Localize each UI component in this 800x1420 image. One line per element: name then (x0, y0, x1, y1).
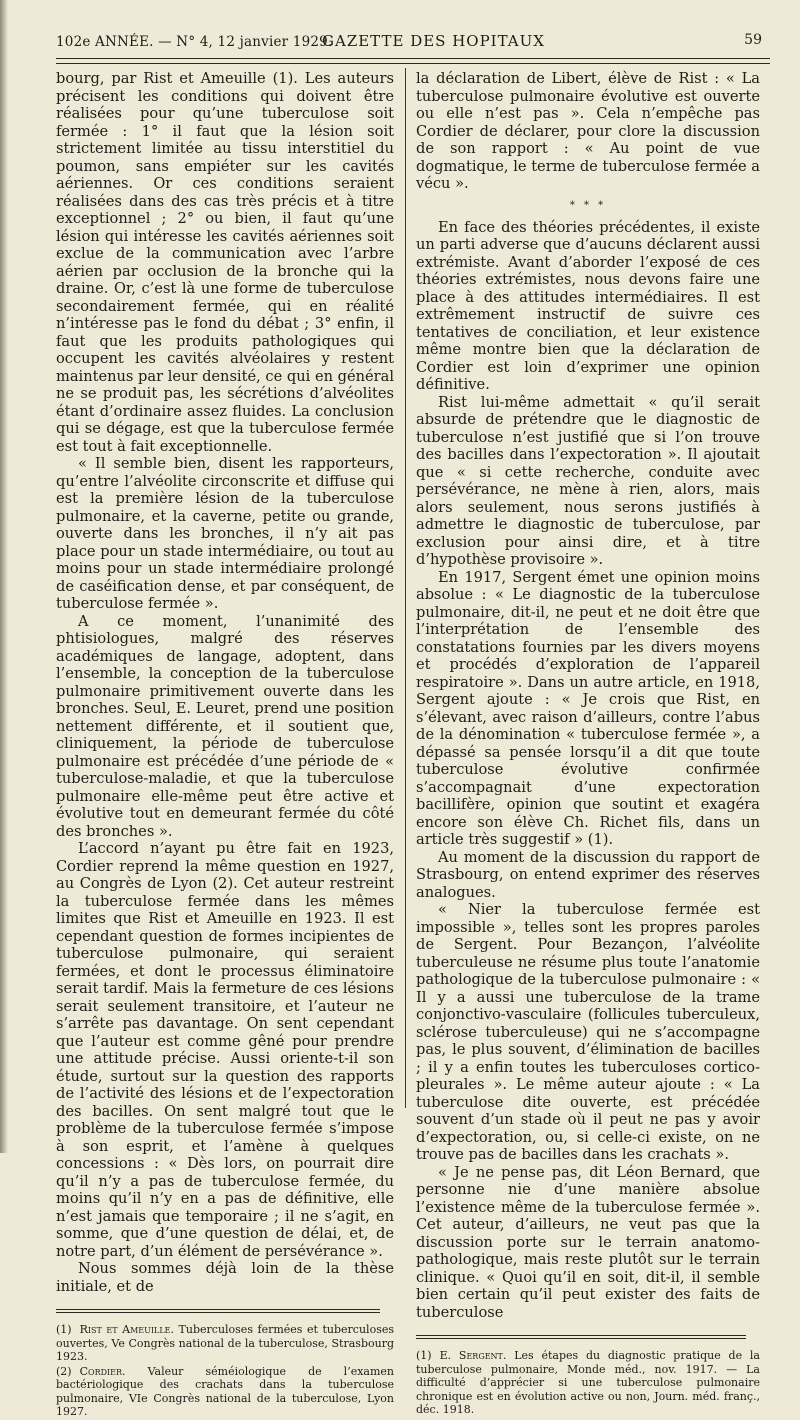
footnote-text: Les étapes du diagnostic pratique de la tuberculose pulmonaire, Monde méd., nov. 1917. — La difficulté d’apprécier si une tuberculose pulmonaire chronique est en évolution active ou non, Journ. méd. franç., déc. 1918. (416, 1349, 760, 1416)
paragraph: Rist lui-même admettait « qu’il serait absurde de prétendre que le diagnostic de tuberculose n’est justifié que si l’on trouve des bacilles dans l’expectoration ». Il ajoutait que « si cette recherche, conduite avec persévérance, ne mène à rien, alors, mais alors seulement, nous serons justifiés à admettre le diagnostic de tuberculose, par exclusion pour ainsi dire, et à titre d’hypothèse provisoire ». (416, 393, 760, 568)
paragraph: bourg, par Rist et Ameuille (1). Les auteurs précisent les conditions qui doivent être réalisées pour qu’une tuberculose soit fermée : 1° il faut que la lésion soit strictement limitée au tissu interstitiel du poumon, sans empiéter sur les cavités aériennes. Or ces conditions seraient réalisées dans des cas très précis et à titre exceptionnel ; 2° ou bien, il faut qu’une lésion qui intéresse les cavités aériennes soit exclue de la communication avec l’arbre aérien par occlusion de la bronche qui la draine. Or, c’est là une forme de tuberculose secondairement fermée, qui en réalité n’intéresse pas le fond du débat ; 3° enfin, il faut que les produits pathologiques qui occupent les cavités alvéolaires y restent maintenus par leur densité, ce qui en général ne se produit pas, les sécrétions d’alvéolites étant d’ordinaire assez fluides. La conclusion qui se dégage, est que la tuberculose fermée est tout à fait exceptionnelle. (56, 70, 394, 455)
header-rule (56, 58, 770, 64)
footnote-author: Rist et Ameuille. (79, 1323, 174, 1336)
paragraph: A ce moment, l’unanimité des phtisiologues, malgré des réserves académiques de langage, adoptent, dans l’ensemble, la conception de la tuberculose pulmonaire primitivement ouverte dans les bronches. Seul, E. Leuret, prend une position nettement différente, et il soutient que, cliniquement, la période de tuberculose pulmonaire est précédée d’une période de « tuberculose-maladie, et que la tuberculose pulmonaire elle-même peut être active et évolutive tout en demeurant fermée du côté des bronches ». (56, 612, 394, 840)
footnote-number: (1) (56, 1323, 72, 1336)
page-edge-shadow (0, 0, 8, 1153)
footnote-author: E. Sergent. (439, 1349, 507, 1362)
footnote-rule (56, 1309, 380, 1313)
footnote-rule (416, 1335, 746, 1339)
page-number: 59 (744, 32, 762, 48)
footnote-number: (2) (56, 1364, 72, 1378)
paragraph: Au moment de la discussion du rapport de Strasbourg, on entend exprimer des réserves analogues. (416, 848, 760, 901)
footnote-number: (1) (416, 1349, 432, 1362)
footnote (416, 1349, 760, 1417)
section-separator: * * * (569, 199, 607, 211)
paragraph: En 1917, Sergent émet une opinion moins absolue : « Le diagnostic de la tuberculose pulmonaire, dit-il, ne peut et ne doit être que l’interprétation de l’ensemble des constatations fournies par les divers moyens et procédés d’exploration de l’appareil respiratoire ». Dans un autre article, en 1918, Sergent ajoute : « Je crois que Rist, en s’élevant, avec raison d’ailleurs, contre l’abus de la dénomination « tuberculose fermée », a dépassé sa pensée lorsqu’il a dit que toute tuberculose évolutive confirmée s’accompagnait d’une expectoration bacillifère, opinion que soutint et exagéra encore son élève Ch. Richet fils, dans un article très suggestif » (1). (416, 568, 760, 848)
footnote (56, 1323, 394, 1364)
paragraph: « Je ne pense pas, dit Léon Bernard, que personne nie d’une manière absolue l’existence même de la tuberculose fermée ». Cet auteur, d’ailleurs, ne veut pas que la discussion porte sur le terrain anatomo-pathologique, mais reste plutôt sur le terrain clinique. « Quoi qu’il en soit, dit-il, il semble bien certain qu’il peut exister des faits de tuberculose (416, 1163, 760, 1321)
paragraph: « Nier la tuberculose fermée est impossible », telles sont les propres paroles de Sergent. Pour Bezançon, l’alvéolite tuberculeuse ne résume plus toute l’anatomie pathologique de la tuberculose pulmonaire : « Il y a aussi une tuberculose de la trame conjonctivo-vasculaire (follicules tuberculeux, sclérose tuberculeuse) qui ne s’accompagne pas, le plus souvent, d’élimination de bacilles ; il y a enfin toutes les tuberculoses cortico-pleurales ». Le même auteur ajoute : « La tuberculose dite ouverte, est précédée souvent d’un stade où il peut ne pas y avoir d’expectoration, ou, si celle-ci existe, on ne trouve pas de bacilles dans les crachats ». (416, 901, 760, 1163)
right-column (416, 70, 760, 1418)
left-column (56, 70, 394, 1420)
paragraph: Nous sommes déjà loin de la thèse initiale, et de (56, 1260, 394, 1295)
paragraph: « Il semble bien, disent les rapporteurs, qu’entre l’alvéolite circonscrite et diffuse qui est la première lésion de la tuberculose pulmonaire, et la caverne, petite ou grande, ouverte dans les bronches, il n’y ait pas place pour un stade intermédiaire, ou tout au moins pour un stade intermédiaire prolongé de caséification dense, et par conséquent, de tuberculose fermée ». (56, 455, 394, 612)
footnote (56, 1365, 394, 1419)
footnote-text: Tuberculoses fermées et tuberculoses ouvertes, Ve Congrès national de la tuberculose, Strasbourg 1923. (56, 1323, 394, 1363)
journal-title: GAZETTE DES HOPITAUX (322, 32, 545, 50)
column-divider (405, 68, 406, 1108)
paragraph: En face des théories précédentes, il existe un parti adverse que d’aucuns déclarent aussi extrémiste. Avant d’aborder l’exposé de ces théories extrémistes, nous devons faire une place à des attitudes intermédiaires. Il est extrêmement instructif de suivre ces tentatives de conciliation, et leur existence même montre bien que la déclaration de Cordier est loin d’exprimer une opinion définitive. (416, 218, 760, 393)
running-header (56, 30, 770, 56)
footnote-text: Valeur séméiologique de l’examen bactériologique des crachats dans la tuberculose pulmonaire, VIe Congrès national de la tuberculose, Lyon 1927. (56, 1364, 394, 1418)
footnote-author: Cordier. (79, 1364, 126, 1378)
paragraph: L’accord n’ayant pu être fait en 1923, Cordier reprend la même question en 1927, au Congrès de Lyon (2). Cet auteur restreint la tuberculose fermée dans les mêmes limites que Rist et Ameuille en 1923. Il est cependant question de formes incipientes de tuberculose pulmonaire, qui seraient fermées, et dont le processus éliminatoire serait tardif. Mais la fermeture de ces lésions serait seulement transitoire, et l’auteur ne s’arrête pas davantage. On sent cependant que l’auteur est comme gêné pour prendre une attitude précise. Aussi oriente-t-il son étude, surtout sur la question des rapports de l’activité des lésions et de l’expectoration des bacilles. On sent malgré tout que le problème de la tuberculose fermée s’impose à son esprit, et l’amène à quelques concessions : « Dès lors, on pourrait dire qu’il n’y a pas de tuberculose fermée, du moins qu’il n’y en a pas de définitive, elle n’est jamais que temporaire ; il ne s’agit, en somme, que d’une question de délai, et, de notre part, d’un élément de persévérance ». (56, 840, 394, 1260)
issue-info: 102e ANNÉE. — N° 4, 12 janvier 1929. (56, 34, 333, 50)
paragraph: la déclaration de Libert, élève de Rist : « La tuberculose pulmonaire évolutive est ouverte ou elle n’est pas ». Cela n’empêche pas Cordier de déclarer, pour clore la discussion de son rapport : « Au point de vue dogmatique, le terme de tuberculose fermée a vécu ». (416, 70, 760, 192)
